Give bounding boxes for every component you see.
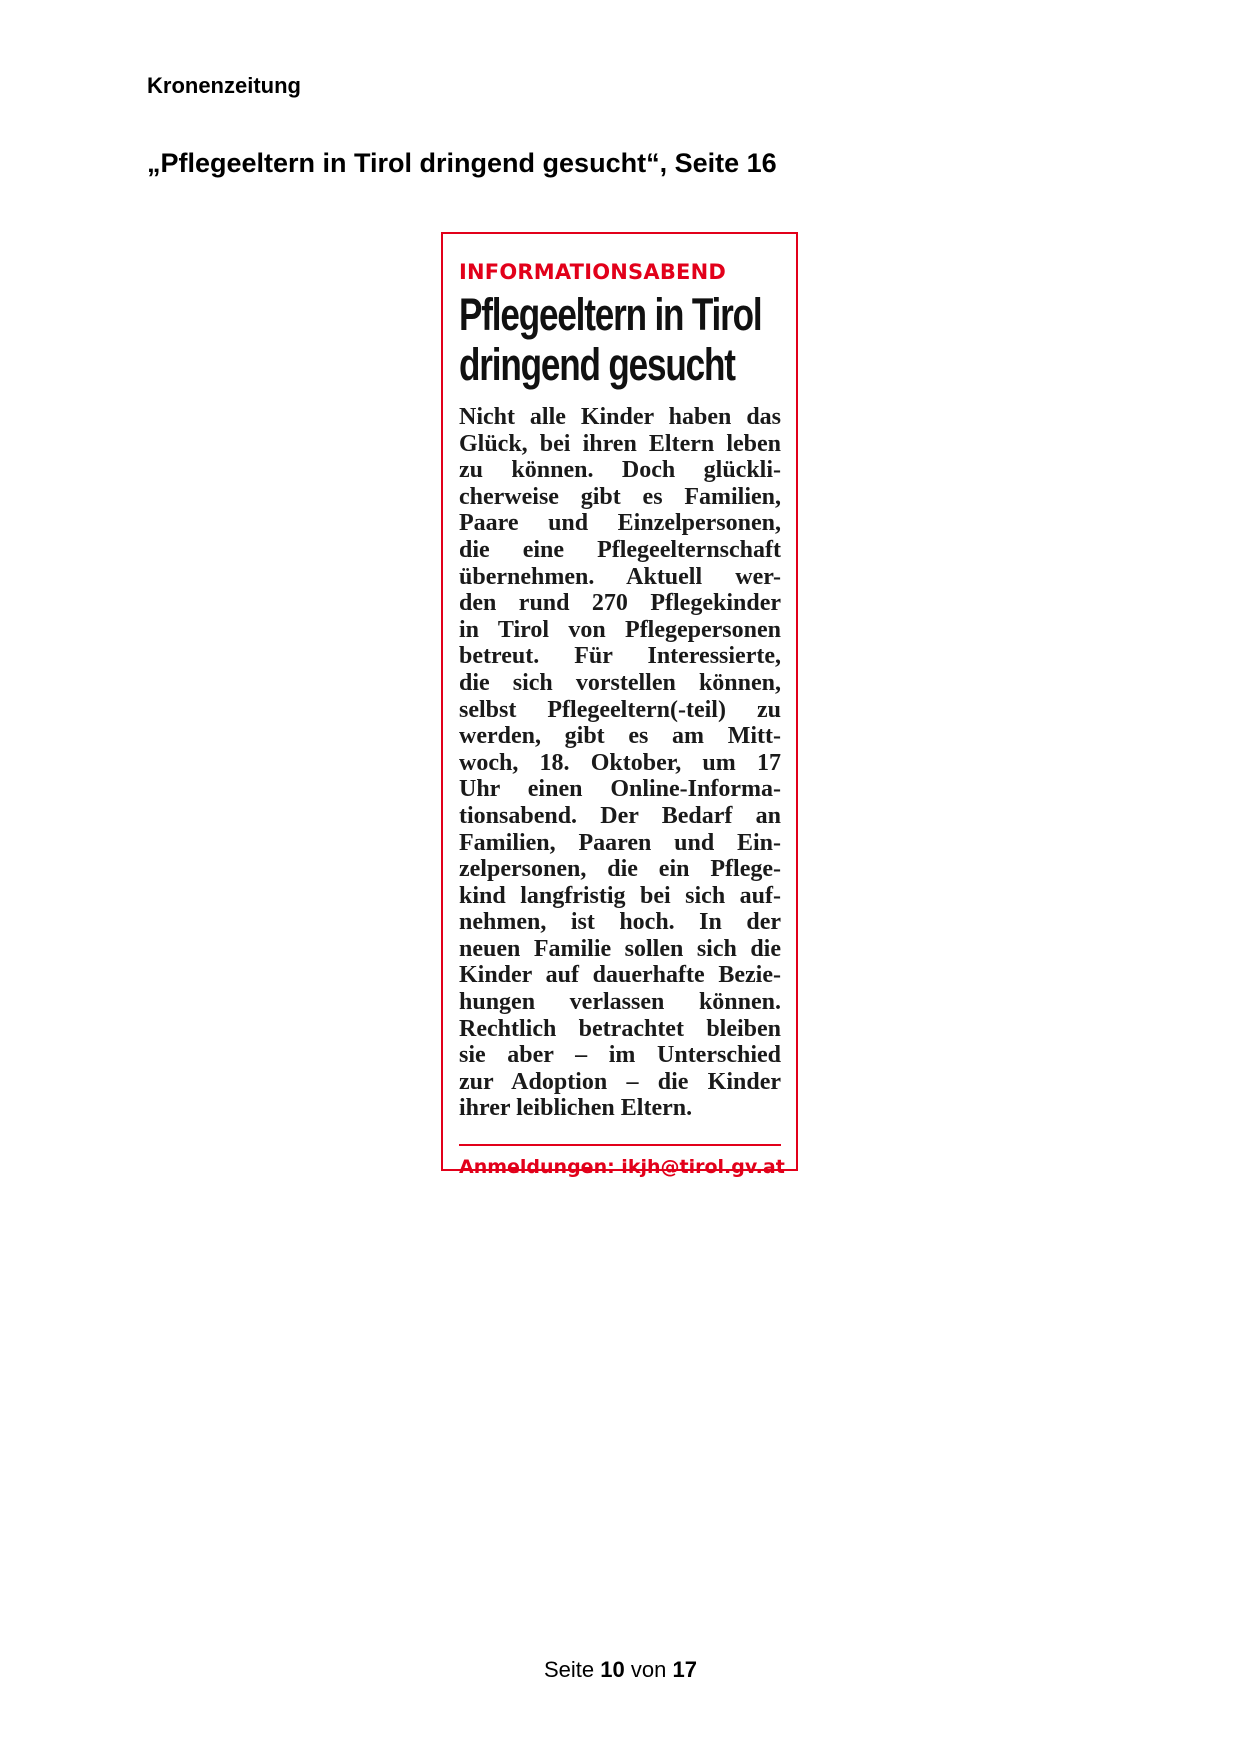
body-line: sie aber – im Unterschied <box>459 1042 781 1069</box>
clipping-body <box>459 404 781 1122</box>
body-line: in Tirol von Pflegepersonen <box>459 616 781 643</box>
body-line: Paare und Einzelpersonen, <box>459 510 781 537</box>
body-line: ihrer leiblichen Eltern. <box>459 1095 693 1122</box>
body-line: kind langfristig bei sich auf- <box>459 882 781 909</box>
body-line: Rechtlich betrachtet bleiben <box>459 1015 781 1042</box>
body-line: cherweise gibt es Familien, <box>459 483 781 510</box>
article-reference-title: „Pflegeeltern in Tirol dringend gesucht“, Seite 16 <box>147 148 777 178</box>
headline-line-1: Pflegeeltern in Tirol <box>459 289 762 340</box>
body-line: woch, 18. Oktober, um 17 <box>459 749 781 776</box>
body-line: selbst Pflegeeltern(-teil) zu <box>459 696 781 723</box>
body-line: zur Adoption – die Kinder <box>459 1068 781 1095</box>
newspaper-source: Kronenzeitung <box>147 73 301 98</box>
headline-line-2: dringend gesucht <box>459 339 735 390</box>
body-line: tionsabend. Der Bedarf an <box>459 802 781 829</box>
body-line: betreut. Für Interessierte, <box>459 643 781 670</box>
clipping-signup-contact: Anmeldungen: ikjh@tirol.gv.at <box>459 1156 785 1179</box>
body-line: hungen verlassen können. <box>459 989 781 1016</box>
page-separator: von <box>630 1657 667 1682</box>
current-page-number: 10 <box>600 1657 625 1682</box>
body-line: Familien, Paaren und Ein- <box>459 829 781 856</box>
body-line: Glück, bei ihren Eltern leben <box>459 430 781 457</box>
body-line: neuen Familie sollen sich die <box>459 935 781 962</box>
body-line: Uhr einen Online-Informa- <box>459 776 781 803</box>
body-line: die eine Pflegeelternschaft <box>459 536 781 563</box>
body-line: Kinder auf dauerhafte Bezie- <box>459 962 781 989</box>
clipping-kicker: INFORMATIONSABEND <box>459 260 726 284</box>
newspaper-clipping <box>441 232 798 1179</box>
body-line: die sich vorstellen können, <box>459 669 781 696</box>
body-line: übernehmen. Aktuell wer- <box>459 563 781 590</box>
page-footer <box>0 1656 1241 1684</box>
page-prefix: Seite <box>544 1657 595 1682</box>
body-line: Nicht alle Kinder haben das <box>459 404 781 430</box>
body-line: werden, gibt es am Mitt- <box>459 723 781 750</box>
body-line: den rund 270 Pflegekinder <box>459 590 781 617</box>
clipping-divider <box>459 1144 781 1146</box>
body-line: nehmen, ist hoch. In der <box>459 909 781 936</box>
clipping-headline <box>459 290 787 390</box>
total-page-count: 17 <box>672 1657 697 1682</box>
body-line: zu können. Doch glückli- <box>459 457 781 484</box>
body-line: zelpersonen, die ein Pflege- <box>459 856 781 883</box>
